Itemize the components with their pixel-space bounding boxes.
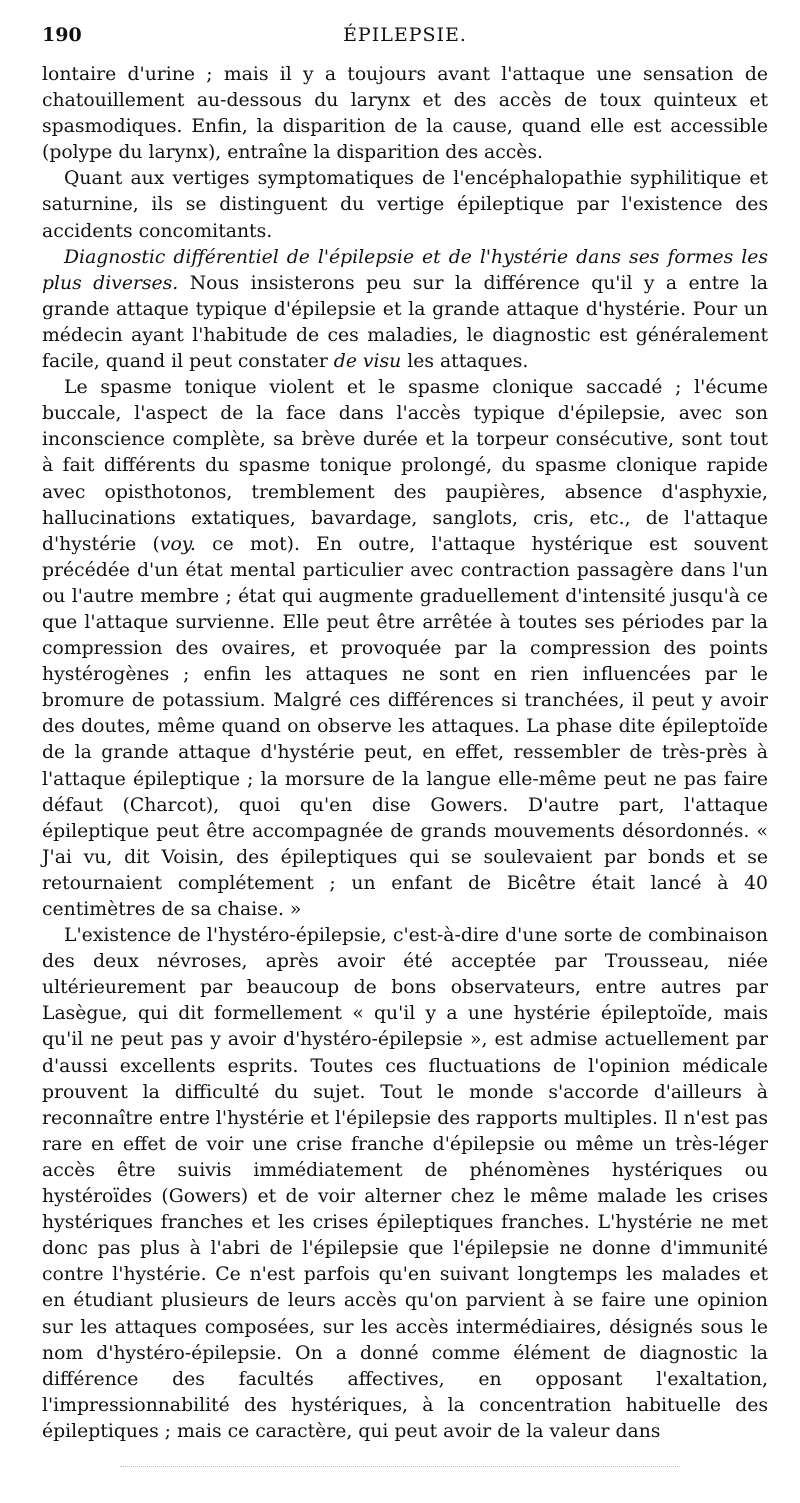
paragraph-3	[42, 245, 768, 375]
book-page	[42, 24, 768, 1445]
scan-noise-line	[120, 1466, 680, 1467]
running-title: ÉPILEPSIE.	[343, 24, 467, 46]
paragraph-5: L'existence de l'hystéro-épilepsie, c'est-à-dire d'une sorte de combinaison des deux névroses, après avoir été acceptée par Trousseau, niée ultérieurement par beaucoup de bons observateurs, entre autres par Lasègue, qui dit formellement « qu'il y a une hystérie épileptoïde, mais qu'il ne peut pas y avoir d'hystéro-épilepsie », est admise actuellement par d'aussi excellents esprits. Toutes ces fluctuations de l'opinion médicale prouvent la difficulté du sujet. Tout le monde s'accorde d'ailleurs à reconnaître entre l'hystérie et l'épilepsie des rapports multiples. Il n'est pas rare en effet de voir une crise franche d'épilepsie ou même un très-léger accès être suivis immédiatement de phénomènes hystériques ou hystéroïdes (Gowers) et de voir alterner chez le même malade les crises hystériques franches et les crises épileptiques franches. L'hystérie ne met donc pas plus à l'abri de l'épilepsie que l'épilepsie ne donne d'immunité contre l'hystérie. Ce n'est parfois qu'en suivant longtemps les malades et en étudiant plusieurs de leurs accès qu'on parvient à se faire une opinion sur les attaques composées, sur les accès intermédiaires, désignés sous le nom d'hystéro-épilepsie. On a donné comme élément de diagnostic la différence des facultés affectives, en opposant l'exaltation, l'impressionnabilité des hystériques, à la concentration habituelle des épileptiques ; mais ce caractère, qui peut avoir de la valeur dans	[42, 925, 768, 1442]
body-text	[42, 62, 768, 1445]
paragraph-1: lontaire d'urine ; mais il y a toujours avant l'attaque une sensation de chatouillement au-dessous du larynx et des accès de toux quinteux et spasmodiques. Enfin, la disparition de la cause, quand elle est accessible (polype du larynx), entraîne la disparition des accès.	[42, 64, 768, 164]
paragraph-4	[42, 375, 768, 923]
page-number: 190	[42, 24, 82, 46]
paragraph-3-text-a: Nous insisterons peu sur la différence qu'il y a entre la grande attaque typique d'épilepsie et la grande attaque d'hystérie. Pour un médecin ayant l'habitude de ces maladies, le diagnostic est généralement facile, quand il peut constater	[42, 272, 769, 373]
paragraph-3-text-b: les attaques.	[401, 351, 529, 373]
paragraph-2: Quant aux vertiges symptomatiques de l'encéphalopathie syphilitique et saturnine, ils se distinguent du vertige épileptique par l'existence des accidents concomitants.	[42, 168, 768, 242]
paragraph-4-emphasis: voy.	[159, 533, 196, 555]
paragraph-3-emphasis: de visu	[333, 351, 402, 373]
section-heading: Diagnostic différentiel de l'épilepsie et de l'hystérie dans ses formes les plus diverses.	[42, 246, 768, 294]
page-header	[42, 24, 768, 58]
paragraph-4-text-a: Le spasme tonique violent et le spasme clonique saccadé ; l'écume buccale, l'aspect de la face dans l'accès typique d'épilepsie, avec son inconscience complète, sa brève durée et la torpeur consécutive, sont tout à fait différents du spasme tonique prolongé, du spasme clonique rapide avec opisthotonos, tremblement des paupières, absence d'asphyxie, hallucinations extatiques, bavardage, sanglots, cris, etc., de l'attaque d'hystérie (	[42, 377, 768, 555]
paragraph-4-text-b: ce mot). En outre, l'attaque hystérique est souvent précédée d'un état mental particulier avec contraction passagère dans l'un ou l'autre membre ; état qui augmente graduellement d'intensité jusqu'à ce que l'attaque survienne. Elle peut être arrêtée à toutes ses périodes par la compression des ovaires, et provoquée par la compression des points hystérogènes ; enfin les attaques ne sont en rien influencées par le bromure de potassium. Malgré ces différences si tranchées, il peut y avoir des doutes, même quand on observe les attaques. La phase dite épileptoïde de la grande attaque d'hystérie peut, en effet, ressembler de très-près à l'attaque épileptique ; la morsure de la langue elle-même peut ne pas faire défaut (Charcot), quoi qu'en dise Gowers. D'autre part, l'attaque épileptique peut être accompagnée de grands mouvements désordonnés. « J'ai vu, dit Voisin, des épileptiques qui se soulevaient par bonds et se retournaient complétement ; un enfant de Bicêtre était lancé à 40 centimètres de sa chaise. »	[42, 533, 768, 920]
